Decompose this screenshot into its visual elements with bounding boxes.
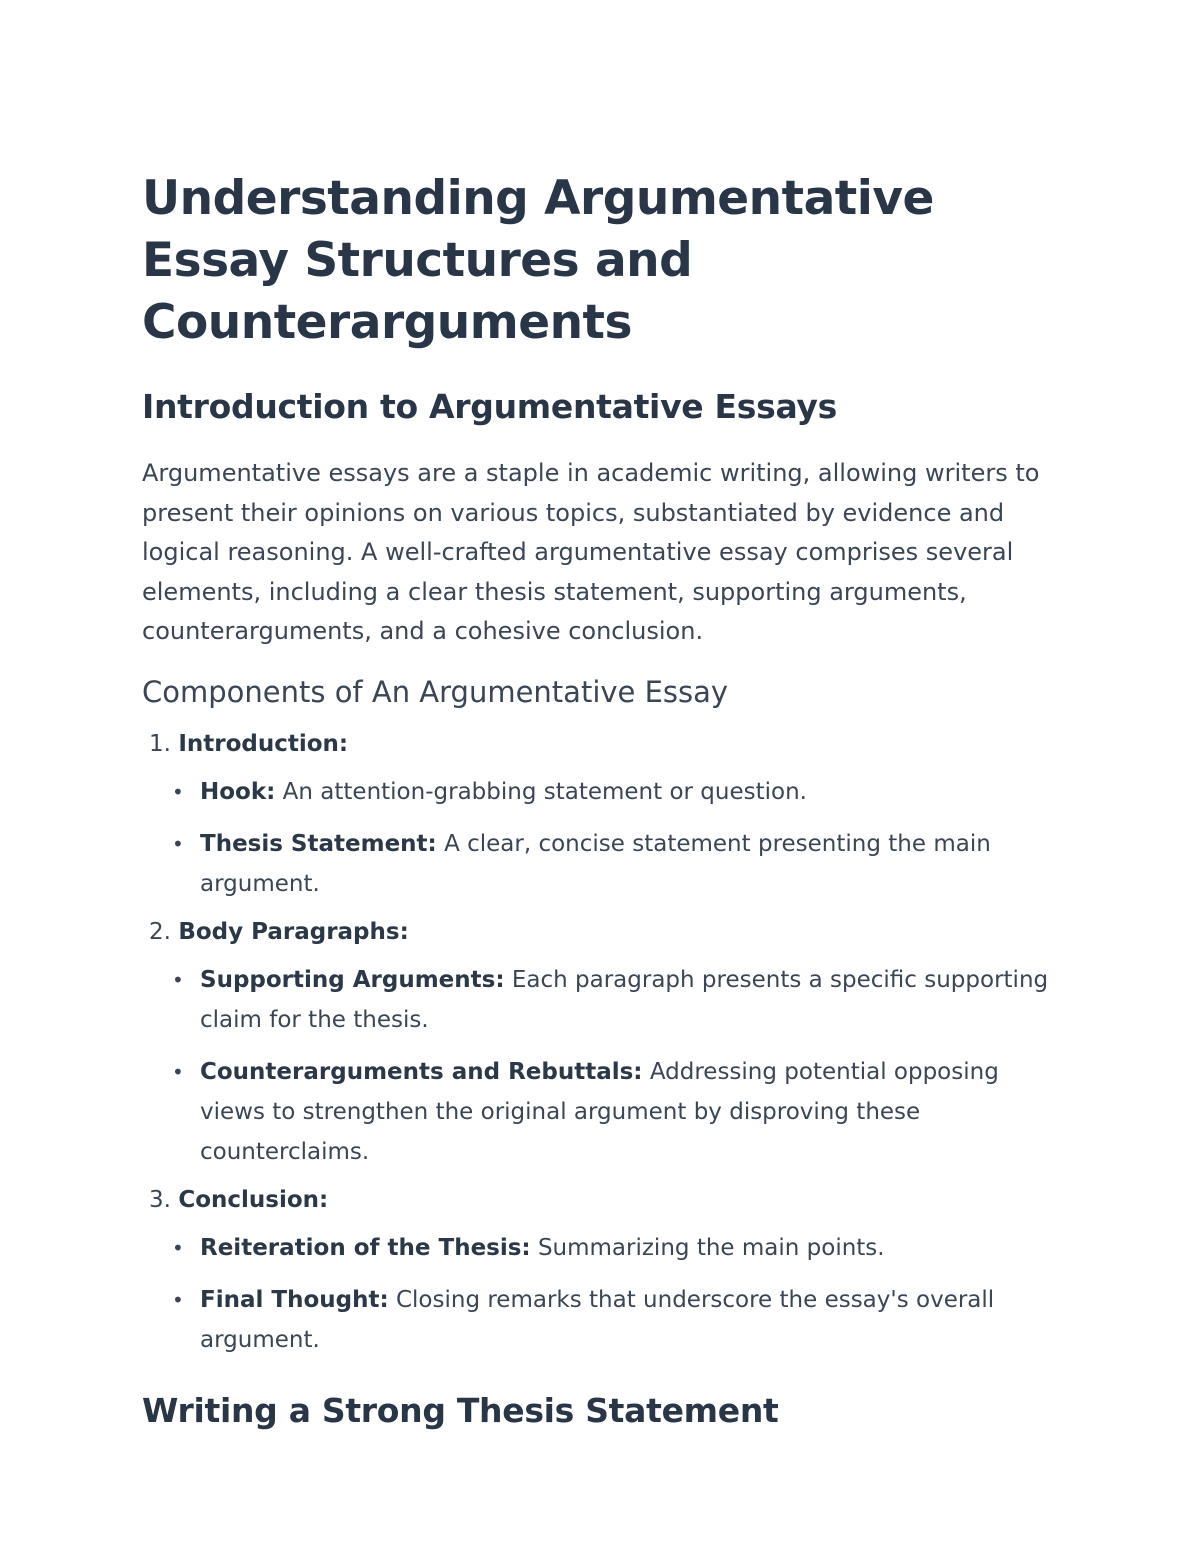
component-item bbox=[142, 912, 1062, 1172]
list-item bbox=[142, 1228, 1062, 1268]
list-item bbox=[142, 772, 1062, 812]
component-heading bbox=[142, 1180, 1062, 1220]
list-item bbox=[142, 1280, 1062, 1360]
intro-paragraph: Argumentative essays are a staple in academic writing, allowing writers to present their opinions on various topics, substantiated by evidence and logical reasoning. A well-crafted argumentative essay comprises several elements, including a clear thesis statement, supporting arguments, counterarguments, and a cohesive conclusion. bbox=[142, 459, 1040, 646]
item-term: Supporting Arguments: bbox=[200, 966, 505, 993]
component-label: Introduction: bbox=[178, 730, 349, 757]
component-number: 2. bbox=[149, 918, 171, 945]
component-number: 1. bbox=[149, 730, 171, 757]
component-label: Body Paragraphs: bbox=[178, 918, 409, 945]
item-text: Closing remarks that underscore the essay's overall argument. bbox=[200, 1286, 995, 1353]
bullet-icon: • bbox=[172, 1235, 184, 1260]
components-list bbox=[142, 724, 1062, 1360]
item-text: An attention-grabbing statement or question. bbox=[282, 778, 807, 805]
item-term: Counterarguments and Rebuttals: bbox=[200, 1058, 643, 1085]
component-sublist bbox=[142, 772, 1062, 904]
component-label: Conclusion: bbox=[178, 1186, 329, 1213]
item-text: Each paragraph presents a specific supporting claim for the thesis. bbox=[200, 966, 1049, 1033]
component-heading bbox=[142, 912, 1062, 952]
component-item bbox=[142, 1180, 1062, 1360]
bullet-icon: • bbox=[172, 831, 184, 856]
component-sublist bbox=[142, 1228, 1062, 1360]
item-term: Final Thought: bbox=[200, 1286, 389, 1313]
item-text: A clear, concise statement presenting the main argument. bbox=[200, 830, 991, 897]
bullet-icon: • bbox=[172, 1287, 184, 1312]
document-title: Understanding Argumentative Essay Structures and Counterarguments bbox=[142, 171, 934, 350]
item-term: Reiteration of the Thesis: bbox=[200, 1234, 531, 1261]
section-heading-thesis: Writing a Strong Thesis Statement bbox=[142, 1390, 779, 1430]
bullet-icon: • bbox=[172, 967, 184, 992]
bullet-icon: • bbox=[172, 779, 184, 804]
item-term: Thesis Statement: bbox=[200, 830, 437, 857]
list-item bbox=[142, 824, 1062, 904]
component-number: 3. bbox=[149, 1186, 171, 1213]
document-page bbox=[142, 168, 1062, 1434]
item-term: Hook: bbox=[200, 778, 276, 805]
list-item bbox=[142, 960, 1062, 1040]
item-text: Addressing potential opposing views to strengthen the original argument by disproving these counterclaims. bbox=[200, 1058, 999, 1165]
component-item bbox=[142, 724, 1062, 904]
components-subheading: Components of An Argumentative Essay bbox=[142, 674, 729, 709]
bullet-icon: • bbox=[172, 1059, 184, 1084]
list-item bbox=[142, 1052, 1062, 1172]
component-sublist bbox=[142, 960, 1062, 1172]
section-heading-introduction: Introduction to Argumentative Essays bbox=[142, 387, 837, 426]
item-text: Summarizing the main points. bbox=[537, 1234, 885, 1261]
component-heading bbox=[142, 724, 1062, 764]
